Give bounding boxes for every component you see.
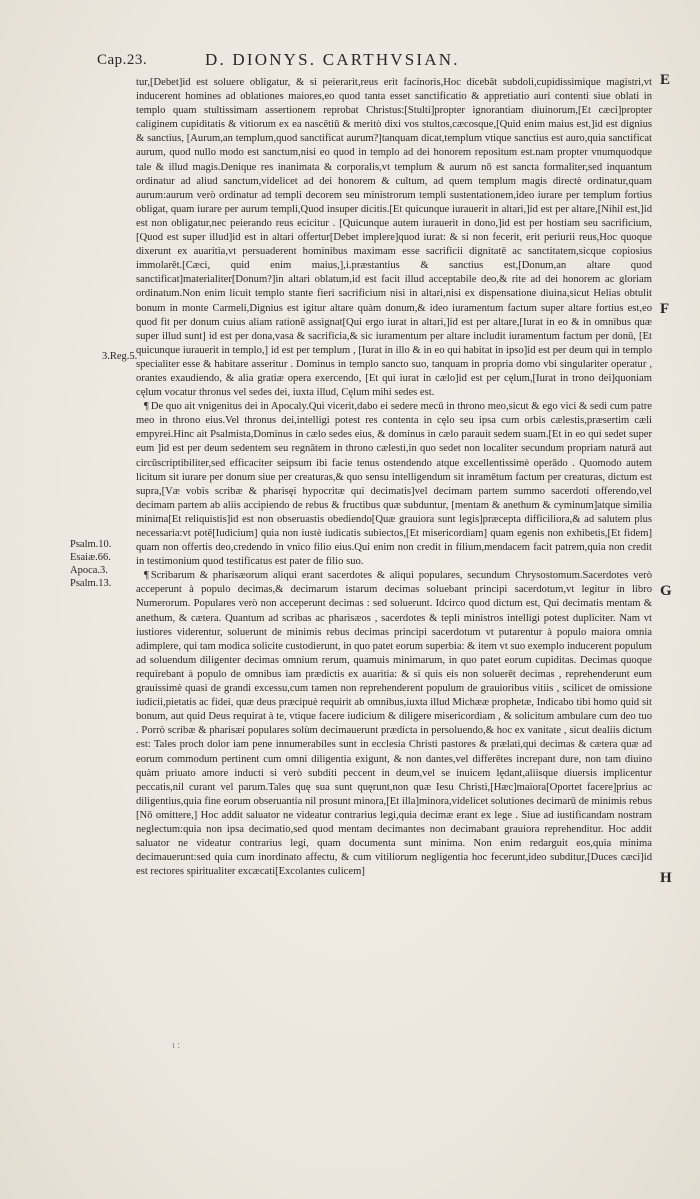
paragraph-3: ¶ Scribarum & pharisæorum aliqui erant sacerdotes & aliqui populares, secundum Chrysostomum.Sacerdotes verò acceperunt à populo decimas,& decimarum istarum decimas soluebant principi sacerdotum,vt legitur in libro Numerorum. Populares verò non acceperunt decimas : sed soluerunt. Idcirco quod dictum est, Qui decimatis mentam & anethum, & cætera. Quantum ad scribas ac pharisæos , sacerdotes & tepli ministros intelligi potest dupliciter. Nam vt iustiores viderentur, soluerunt de minimis rebus decimas principi sacerdotum vt putarentur à populo maiora omnia adimplere, qui tam modica solicite custodierunt, in quo patet eorum superbia: & item vt suo exemplo inducerent populum ad soluendum diligenter decimas omnium rerum, quamuis minimarum, in quo patet eorum cupiditas. Decimas quoque requirebant à populo de omnibus iam prædictis ex auaritia: & si quis eis non soluerēt decimas , reprehenderunt eum grauissimè quasi de grandi excessu,cum tamen non reprehenderent populum de grauioribus vitiis , scilicet de omissione iudicii,pietatis ac fidei, quæ deus præcipuè requirit ab omnibus,iuxta illud Michææ prophetæ, Indicabo tibi homo quid sit bonum, aut quid Deus requirat à te, vtique facere iudicium & diligere misericordiam , & solicitum ambulare cum deo tuo . Porrò scribæ & pharisæi populares solùm decimauerunt prædicta in persoluendo,& hoc ex vanitate , sicut dealiis dictum est: Tales proch dolor iam pene innumerabiles sunt in ecclesia Christi pastores & prælati,qui decimas & cætera quæ ad eorum commodum pertinent cum omni diligentia exigunt, & non dantes,vel differētes increpant dure, non tam diuino quàm priuato amore inducti si verò subditi peccent in deum,vel se inuicem lędant,aliisque diuersis implicentur peccatis,nil curant vel parum.Tales quę sua sunt quęrunt,non quæ Iesu Christi,[Hæc]maiora[Oportet facere]prius ac diligentius,quia fine eorum obseruantia nil prosunt minora,[Et illa]minora,videlicet solutiones decimarū de minimis rebus [Nō omittere,] Hoc addit saluator ne videatur contrarius legi,quia decimæ erant ex lege . Siue ad iustificandam nostram neglectum:quia non ipsa decimatio,sed quod mentam decimantes non decimabant grauiora reprehenditur. Hoc addit saluator ne videatur contrarius legi, quam documenta sunt minima. Non enim redarguit eos,quia minima decimauerunt:sed quia cum inordinato affectu, & cum vitiliorum negligentia hoc fecerunt,ideo subditur,[Duces cæci]id est rectores spiritualiter excæcati[Excolantes culicem]: [136, 569, 652, 879]
margin-note-apoca: Apoca.3.: [70, 565, 108, 576]
paragraph-2: ¶ De quo ait vnigenitus dei in Apocaly.Qui vicerit,dabo ei sedere mecū in throno meo,sicut & ego vici & sedi cum patre meo in throno eius.Vel thronus dei,intelligi potest res contenta in cęlo seu ipsa cum orbis cælestis,præsertim cæli empyrei.Hinc ait Psalmista,Dominus in cælo sedes eius, & dominus in cælo parauit sedem suam.[Et in eo qui sedet super eum ]id est per deum sedentem seu regnātem in throno cælesti,in quo sedet non localiter secundum propriam naturā aut circūscriptibiliter,sed efficaciter seipsum ibi facie tenus ostendendo atque excellentissimè operādo . Quomodo autem licitum sit iurare per donum siue per creaturas,& quo sensu intelligendum sit inramētum factum per creaturas, dictum est supra,[Væ vobis scribæ & pharisęi hypocritæ qui decimatis]vel decimam partem summo sacerdoti offerendo,vel decimam partem ab aliis accipiendo de rebus & fructibus quæ subduntur, [mentam & anethum & cyminum]atque similia minima[Et reliquistis]id est non obseruastis obediendo[Quæ grauiora sunt legis]præcepta difficiliora,& ad salutem plus necessaria:vt potē[Iudicium] quia non iustè iudicatis subiectos,[Et misericordiam] quam egenis non exhibetis,[Et fidem] quam non offertis deo,credendo in vnico filio eius.Qui enim non credit in filium,mendacem facit patrem,quia non credit in testimonium quod testificatus est pater de filio suo.: [136, 400, 652, 569]
section-letter-h: H: [660, 870, 672, 886]
margin-note-psalm10: Psalm.10.: [70, 539, 112, 550]
margin-note-psalm13: Psalm.13.: [70, 578, 112, 589]
section-letter-e: E: [660, 72, 671, 88]
margin-note-reg: 3.Reg.5.: [102, 351, 138, 362]
chapter-number: Cap.23.: [97, 52, 148, 68]
section-letter-f: F: [660, 301, 670, 317]
section-letter-g: G: [660, 583, 672, 599]
running-head: [0, 52, 700, 74]
margin-note-esaiae: Esaiæ.66.: [70, 552, 111, 563]
page-speck: ı :: [172, 1040, 181, 1051]
running-title: D. DIONYS. CARTHVSIAN.: [205, 50, 460, 69]
main-text: [136, 76, 652, 879]
paragraph-1: tur,[Debet]id est soluere obligatur, & si peierarit,reus erit facinoris,Hoc dicebāt subdoli,cupidissimique magistri,vt inducerent homines ad oblationes maiores,eo quod tanta esset sanctificatio & appretiatio auri contenti siue oblati in templo quam stultissimam assertionem reprobat Christus:[Stulti]propter ignorantiam diuinorum,[Et cæci]propter caliginem cupiditatis & vitiorum ex ea nascētiū & meritò dixi vos stultos,cæcosque,[Quid enim maius est,]id est dignius & sanctius, [Aurum,an templum,quod sanctificat aurum?]tanquam dicat,templum vtique sanctius est auro,quia sanctificat aurum, quod nullo modo est sanctum,nisi eo quod in templo ad dei honorem repositum est.nam propter vnumquodque tale & illud magis.Denique res inanimata & corporalis,vt templum & aurum nō est sancta formaliter,sed inquantum ordinatur ad aliud sanctum,videlicet ad dei honorem & cultum, ad quem templum magis directè ordinatur,quam aurum:aurum verò ordinatur ad templi decorem seu ministrorum templi sustentationem,ideo iurare per templum fortius obligat, quam iurare per aurum templi,Quod insuper dicitis.[Et quicunque iurauerit in altari,]id est per altare,[Nihil est,]id est non obligatur,nec peierando reus ecicitur . [Quicunque autem iurauerit in dono,]id est per hostiam seu sacrificium,[Quod est super illud]id est in altari offertur[Debet implere]quod iurat: & si non fecerit, erit periurii reus,Hoc quoque dixerunt ex auaritia,vt persuaderent hominibus maximam esse sacrificii dignitatē ac sanctitatem,sicque copiosius immolarēt.[Cæci, quid enim maius,],i.præstantius & sanctius est,[Donum,an altare quod sanctificat]materialiter[Donum?]in altari oblatum,id est facit illud acceptabile deo,& rite ad dei honorem ac gloriam ordinatum.Non enim licuit templo stante fieri sacrificium nisi in altari,nisi ex dispensatione diuina,sicut Helias obtulit bonum in monte Carmeli,Dignius est igitur altare quàm donum,& ideo iuramentum factum super altare fortius est,eo quod fit per donum cuius aliam rationē assignat[Qui ergo iurat in altari,]id est per altare,[Iurat in eo & in omnibus quæ super illud sunt] id est per dona,vasa & sacrificia,& sic iuramentum per altare includit iuramentum factum per donū, [Et quicunque iurauerit in templo,] id est per templum , [Iurat in illo & in eo qui habitat in ipso]id est per deum qui in templo specialiter esse & habitare asseritur . Dominus in templo sancto suo, tanquam in propria domo vbi singulariter operatur , orantes exaudiendo, & alia gratiæ opera exercendo, [Et qui iurat in cælo]id est per cęlum,[Iurat in trono dei]quoniam cęlum vocatur thronus vel sedes dei, iuxta illud, Cęlum mihi sedes est.: [136, 77, 652, 399]
